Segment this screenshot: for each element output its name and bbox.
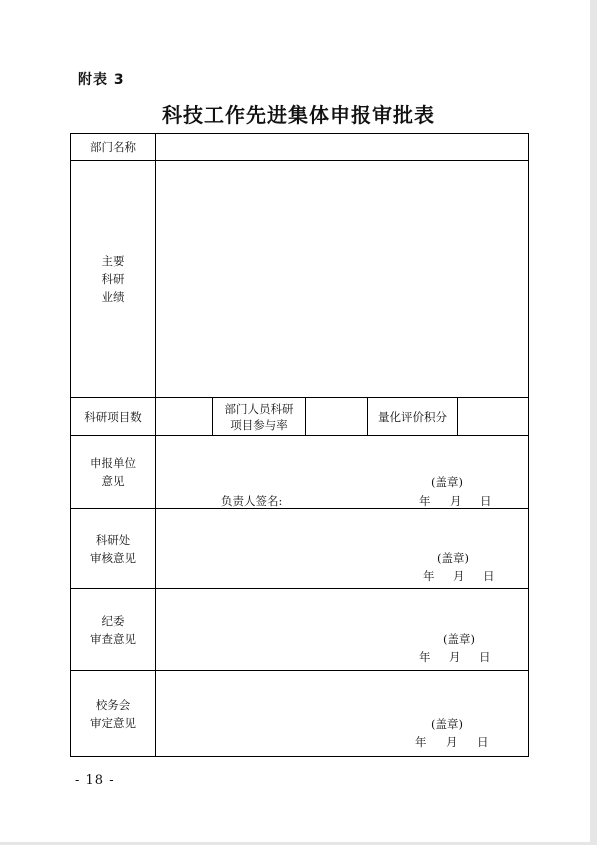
project-count-label: 科研项目数: [84, 409, 142, 424]
achievements-label: [71, 161, 155, 397]
research-office-date-day: 日: [483, 569, 495, 583]
research-office-date-month: 月: [453, 569, 465, 583]
council-label-line: 校务会: [95, 697, 131, 712]
research-office-date-year: 年: [423, 569, 435, 583]
participation-rate-label: [213, 398, 305, 435]
participation-label-line: 部门人员科研: [224, 401, 294, 416]
unit-opinion-label-line: 意见: [101, 474, 125, 488]
research-office-field[interactable]: [156, 509, 528, 588]
research-office-label: [71, 509, 155, 588]
participation-label-line: 项目参与率: [230, 417, 288, 432]
participation-rate-field[interactable]: [306, 398, 367, 435]
unit-opinion-date-year: 年: [419, 494, 431, 508]
unit-opinion-signer: 负责人签名:: [221, 494, 283, 508]
table-border-bottom: [70, 756, 529, 757]
discipline-label-line: 纪委: [101, 613, 125, 628]
council-date-day: 日: [477, 735, 489, 749]
council-label-line: 审定意见: [90, 715, 136, 730]
unit-opinion-seal: (盖章): [431, 475, 463, 489]
score-label: 量化评价积分: [378, 409, 447, 424]
discipline-seal: (盖章): [443, 632, 475, 646]
achievements-label-line: 主要: [101, 254, 125, 268]
council-field[interactable]: [156, 671, 528, 756]
discipline-date-month: 月: [449, 650, 461, 664]
achievements-label-line: 业绩: [101, 290, 125, 304]
discipline-date-year: 年: [419, 650, 431, 664]
discipline-field[interactable]: [156, 589, 528, 670]
unit-opinion-date-day: 日: [480, 494, 492, 508]
discipline-label: [71, 589, 155, 670]
dept-name-label: 部门名称: [90, 140, 136, 154]
attachment-label: 附表 3: [78, 72, 125, 88]
unit-opinion-label: [71, 436, 155, 508]
council-label: [71, 671, 155, 756]
unit-opinion-field[interactable]: [156, 436, 528, 508]
unit-opinion-label-line: 申报单位: [90, 456, 136, 470]
research-office-label-line: 科研处: [95, 532, 131, 547]
dept-name-field[interactable]: [156, 134, 528, 160]
table-border-right: [528, 133, 529, 757]
discipline-label-line: 审查意见: [90, 631, 136, 646]
unit-opinion-date-month: 月: [450, 494, 462, 508]
project-count-field[interactable]: [156, 398, 212, 435]
achievements-field[interactable]: [156, 161, 528, 397]
score-field[interactable]: [458, 398, 528, 435]
research-office-seal: (盖章): [437, 551, 469, 565]
council-date-year: 年: [415, 735, 427, 749]
research-office-label-line: 审核意见: [90, 550, 136, 565]
page-number: - 18 -: [75, 773, 115, 788]
achievements-label-line: 科研: [101, 272, 125, 286]
discipline-date-day: 日: [479, 650, 491, 664]
council-seal: (盖章): [431, 717, 463, 731]
council-date-month: 月: [446, 735, 458, 749]
page-title: 科技工作先进集体申报审批表: [162, 103, 435, 127]
